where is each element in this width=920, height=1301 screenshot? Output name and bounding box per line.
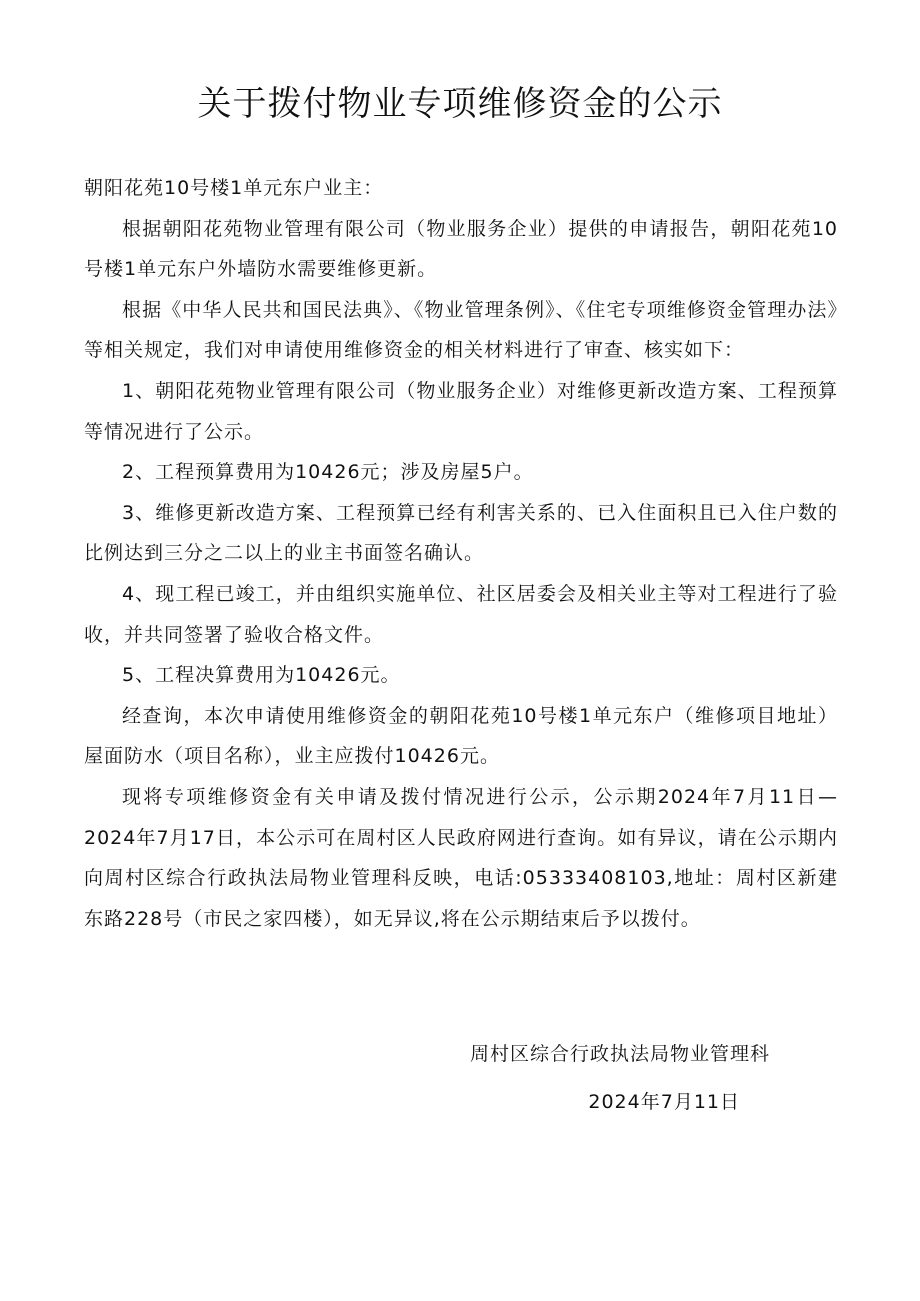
document-body — [84, 168, 838, 939]
paragraph-item-4: 4、现工程已竣工，并由组织实施单位、社区居委会及相关业主等对工程进行了验收，并共同签署了验收合格文件。 — [84, 582, 838, 646]
paragraph-application-report: 根据朝阳花苑物业管理有限公司（物业服务企业）提供的申请报告，朝阳花苑10号楼1单元东户外墙防水需要维修更新。 — [84, 217, 838, 281]
signature-block — [350, 1030, 770, 1126]
signature-date: 2024年7月11日 — [588, 1091, 740, 1113]
paragraph-publicity-notice: 现将专项维修资金有关申请及拨付情况进行公示，公示期2024年7月11日—2024年7月17日，本公示可在周村区人民政府网进行查询。如有异议，请在公示期内向周村区综合行政执法局物业管理科反映，电话:05333408103,地址：周村区新建东路228号（市民之家四楼），如无异议,将在公示期结束后予以拨付。 — [84, 785, 838, 930]
document-title: 关于拨付物业专项维修资金的公示 — [197, 84, 723, 124]
salutation: 朝阳花苑10号楼1单元东户业主： — [84, 177, 384, 199]
paragraph-item-1: 1、朝阳花苑物业管理有限公司（物业服务企业）对维修更新改造方案、工程预算等情况进行了公示。 — [84, 379, 838, 443]
paragraph-item-3: 3、维修更新改造方案、工程预算已经有利害关系的、已入住面积且已入住户数的比例达到三分之二以上的业主书面签名确认。 — [84, 501, 838, 565]
paragraph-item-2: 2、工程预算费用为10426元；涉及房屋5户。 — [122, 461, 534, 484]
signature-organization: 周村区综合行政执法局物业管理科 — [469, 1043, 770, 1065]
paragraph-legal-basis: 根据《中华人民共和国民法典》、《物业管理条例》、《住宅专项维修资金管理办法》等相关规定，我们对申请使用维修资金的相关材料进行了审查、核实如下： — [84, 298, 838, 362]
paragraph-item-5: 5、工程决算费用为10426元。 — [122, 664, 401, 687]
paragraph-inquiry-result: 经查询，本次申请使用维修资金的朝阳花苑10号楼1单元东户（维修项目地址）屋面防水（项目名称），业主应拨付10426元。 — [84, 704, 838, 768]
